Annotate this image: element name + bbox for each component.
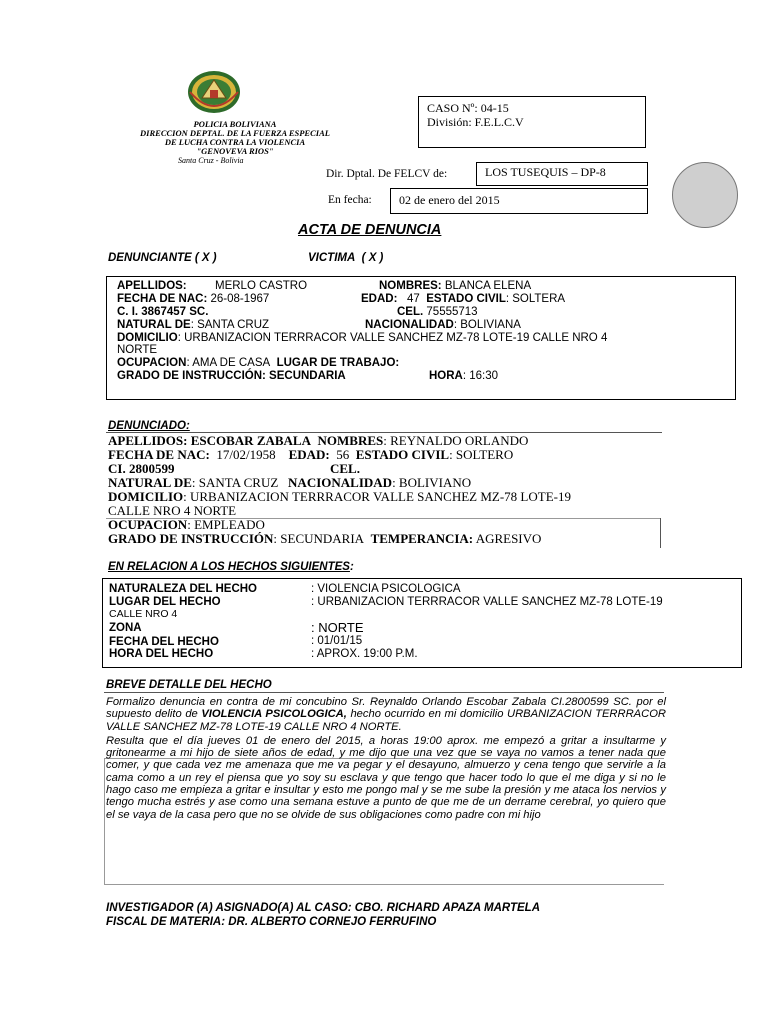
accused-cel-label: CEL. xyxy=(330,461,360,476)
victim-occupation: : AMA DE CASA xyxy=(186,357,271,369)
victim-surname-row: APELLIDOS: xyxy=(117,280,187,292)
dir-label: Dir. Dptal. De FELCV de: xyxy=(326,168,448,180)
detail-left-rule xyxy=(104,758,105,884)
investigator-line: INVESTIGADOR (A) ASIGNADO(A) AL CASO: CBO. RICHARD APAZA MARTELA xyxy=(106,902,541,914)
victim-nationality: : BOLIVIANA xyxy=(453,319,521,331)
fact-value: : APROX. 19:00 P.M. xyxy=(311,648,418,660)
date-label: En fecha: xyxy=(328,194,372,206)
institution-line: DE LUCHA CONTRA LA VIOLENCIA xyxy=(164,137,306,147)
photo-placeholder xyxy=(672,162,738,228)
fact-value: : VIOLENCIA PSICOLOGICA xyxy=(311,583,461,595)
victim-address-cont: NORTE xyxy=(117,344,158,356)
victim-ci: C. I. 3867457 SC. xyxy=(117,306,209,318)
accused-birthdate: 17/02/1958 xyxy=(216,447,276,462)
accused-occupation: : EMPLEADO xyxy=(187,517,265,532)
victim-civil-status: : SOLTERA xyxy=(505,293,566,305)
victim-surname: MERLO CASTRO xyxy=(215,280,308,292)
accused-info: APELLIDOS: ESCOBAR ZABALA NOMBRES: REYNALDO ORLANDO FECHA DE NAC: 17/02/1958 EDAD: 56 ESTADO CIVIL: SOLTERO CI. 2800599 CEL. NATURAL DE: SANTA CRUZ NACIONALIDAD: BOLIVIANO DOMICILIO: URBANIZACION TERRRACOR VALLE SANCHEZ MZ-78 LOTE-19 CALLE NRO 4 NORTE OCUPACION: EMPLEADO GRADO DE INSTRUCCIÓN: SECUNDARIA TEMPERANCIA: AGRESIVO xyxy=(108,433,571,546)
institution-line: "GENOVEVA RIOS" xyxy=(196,146,274,156)
page-title: ACTA DE DENUNCIA xyxy=(298,222,442,238)
police-emblem-logo xyxy=(186,68,242,116)
victim-names: BLANCA ELENA xyxy=(444,280,532,292)
dir-value-box xyxy=(476,162,648,186)
victim-birthdate: 26-08-1967 xyxy=(210,293,270,305)
victim-education: GRADO DE INSTRUCCIÓN: SECUNDARIA xyxy=(117,370,346,382)
fact-label: LUGAR DEL HECHO xyxy=(109,596,221,608)
institution-header xyxy=(120,120,350,165)
denunciado-heading: DENUNCIADO: xyxy=(108,420,190,432)
accused-age: 56 xyxy=(336,447,350,462)
accused-names: : REYNALDO ORLANDO xyxy=(383,433,529,448)
fact-label: HORA DEL HECHO xyxy=(109,648,214,660)
case-number: CASO Nº: 04-15 xyxy=(427,101,509,115)
accused-temperament: AGRESIVO xyxy=(475,531,542,546)
denunciante-label: DENUNCIANTE ( X ) xyxy=(108,252,217,264)
division: División: F.E.L.C.V xyxy=(427,115,524,129)
accused-ci: CI. 2800599 xyxy=(108,461,175,476)
institution-line: Santa Cruz - Bolivia xyxy=(178,156,244,165)
victim-phone: 75555713 xyxy=(426,306,478,318)
facts-box xyxy=(102,578,742,668)
fact-label: NATURALEZA DEL HECHO xyxy=(109,583,258,595)
detail-paragraph: Formalizo denuncia en contra de mi concubino Sr. Reynaldo Orlando Escobar Zabala CI.2800599 SC. por el supuesto delito de VIOLENCIA PSICOLOGICA, hecho ocurrido en mi domicilio URBANIZACION TERRRACOR VALLE SANCHEZ MZ-78 LOTE-19 CALLE NRO 4 NORTE. xyxy=(106,696,666,733)
victima-label: VICTIMA ( X ) xyxy=(308,252,384,264)
accused-education: : SECUNDARIA xyxy=(273,531,365,546)
victim-time: : 16:30 xyxy=(462,370,499,382)
victim-address: : URBANIZACION TERRRACOR VALLE SANCHEZ MZ-78 LOTE-19 CALLE NRO 4 xyxy=(177,332,608,344)
fact-label: FECHA DEL HECHO xyxy=(109,636,219,648)
date-value-box xyxy=(390,188,648,214)
assignment-footer xyxy=(106,902,540,929)
date-value: 02 de enero del 2015 xyxy=(399,193,500,207)
victim-age: 47 xyxy=(407,293,420,305)
case-box xyxy=(418,96,646,148)
detail-top-rule xyxy=(104,692,664,693)
fact-label-cont: CALLE NRO 4 xyxy=(109,608,178,620)
accused-address-cont: CALLE NRO 4 NORTE xyxy=(108,503,237,518)
fact-value: : 01/01/15 xyxy=(311,635,363,647)
accused-address: : URBANIZACION TERRRACOR VALLE SANCHEZ MZ-78 LOTE-19 xyxy=(183,489,571,504)
detail-text xyxy=(106,696,666,821)
accused-origin: : SANTA CRUZ xyxy=(191,475,279,490)
fact-value: : NORTE xyxy=(311,620,364,635)
accused-civil-status: : SOLTERO xyxy=(449,447,514,462)
detail-bottom-rule xyxy=(104,884,664,885)
facts-heading: EN RELACION A LOS HECHOS SIGUIENTES: xyxy=(108,561,354,573)
institution-line: DIRECCION DEPTAL. DE LA FUERZA ESPECIAL xyxy=(140,128,330,138)
accused-nationality: : BOLIVIANO xyxy=(392,475,472,490)
detail-paragraph: Resulta que el día jueves 01 de enero del 2015, a horas 19:00 aprox. me empezó a gritar a insultarme y gritonearme a mi hijo de siete años de edad, y me dijo que una vez que se vaya no vamos a tener nada que comer, y que cada vez me amenaza que me va pegar y el desayuno, almuerzo y cena tengo que servirle a la cama como a un rey el piensa que yo soy su esclava y que tengo que hacer todo lo que el me diga y si no le hago caso me empieza a gritar e insultar y esto me pongo mal y se me sube la presión y me ataca los nervios y tengo mucha estrés y ase como una semana estuve a punto de que me de un derrame cerebral, yo quiero que el se vaya de la casa pero que no se olvide de sus obligaciones como padre con mi hijo xyxy=(106,734,666,821)
victim-workplace-label: LUGAR DE TRABAJO: xyxy=(276,357,400,369)
victim-info-box: APELLIDOS: MERLO CASTRO NOMBRES: BLANCA ELENA FECHA DE NAC: 26-08-1967 EDAD: 47 ESTADO CIVIL: SOLTERA C. I. 3867457 SC. CEL. 75555713 NATURAL DE: SANTA CRUZ NACIONALIDAD: BOLIVIANA DOMICILIO: URBANIZACION TERRRACOR VALLE SANCHEZ MZ-78 LOTE-19 CALLE NRO 4 NORTE OCUPACION: AMA DE CASA LUGAR DE TRABAJO: GRADO DE INSTRUCCIÓN: SECUNDARIA HORA: 16:30 xyxy=(106,276,736,400)
detail-heading: BREVE DETALLE DEL HECHO xyxy=(106,679,272,691)
institution-line: POLICIA BOLIVIANA xyxy=(193,119,277,129)
dir-value: LOS TUSEQUIS – DP-8 xyxy=(485,165,606,179)
fact-label: ZONA xyxy=(109,622,142,634)
victim-origin: : SANTA CRUZ xyxy=(190,319,270,331)
accused-surname: ESCOBAR ZABALA xyxy=(190,433,311,448)
prosecutor-line: FISCAL DE MATERIA: DR. ALBERTO CORNEJO FERRUFINO xyxy=(106,915,437,928)
fact-value: : URBANIZACION TERRRACOR VALLE SANCHEZ MZ-78 LOTE-19 xyxy=(311,596,663,608)
